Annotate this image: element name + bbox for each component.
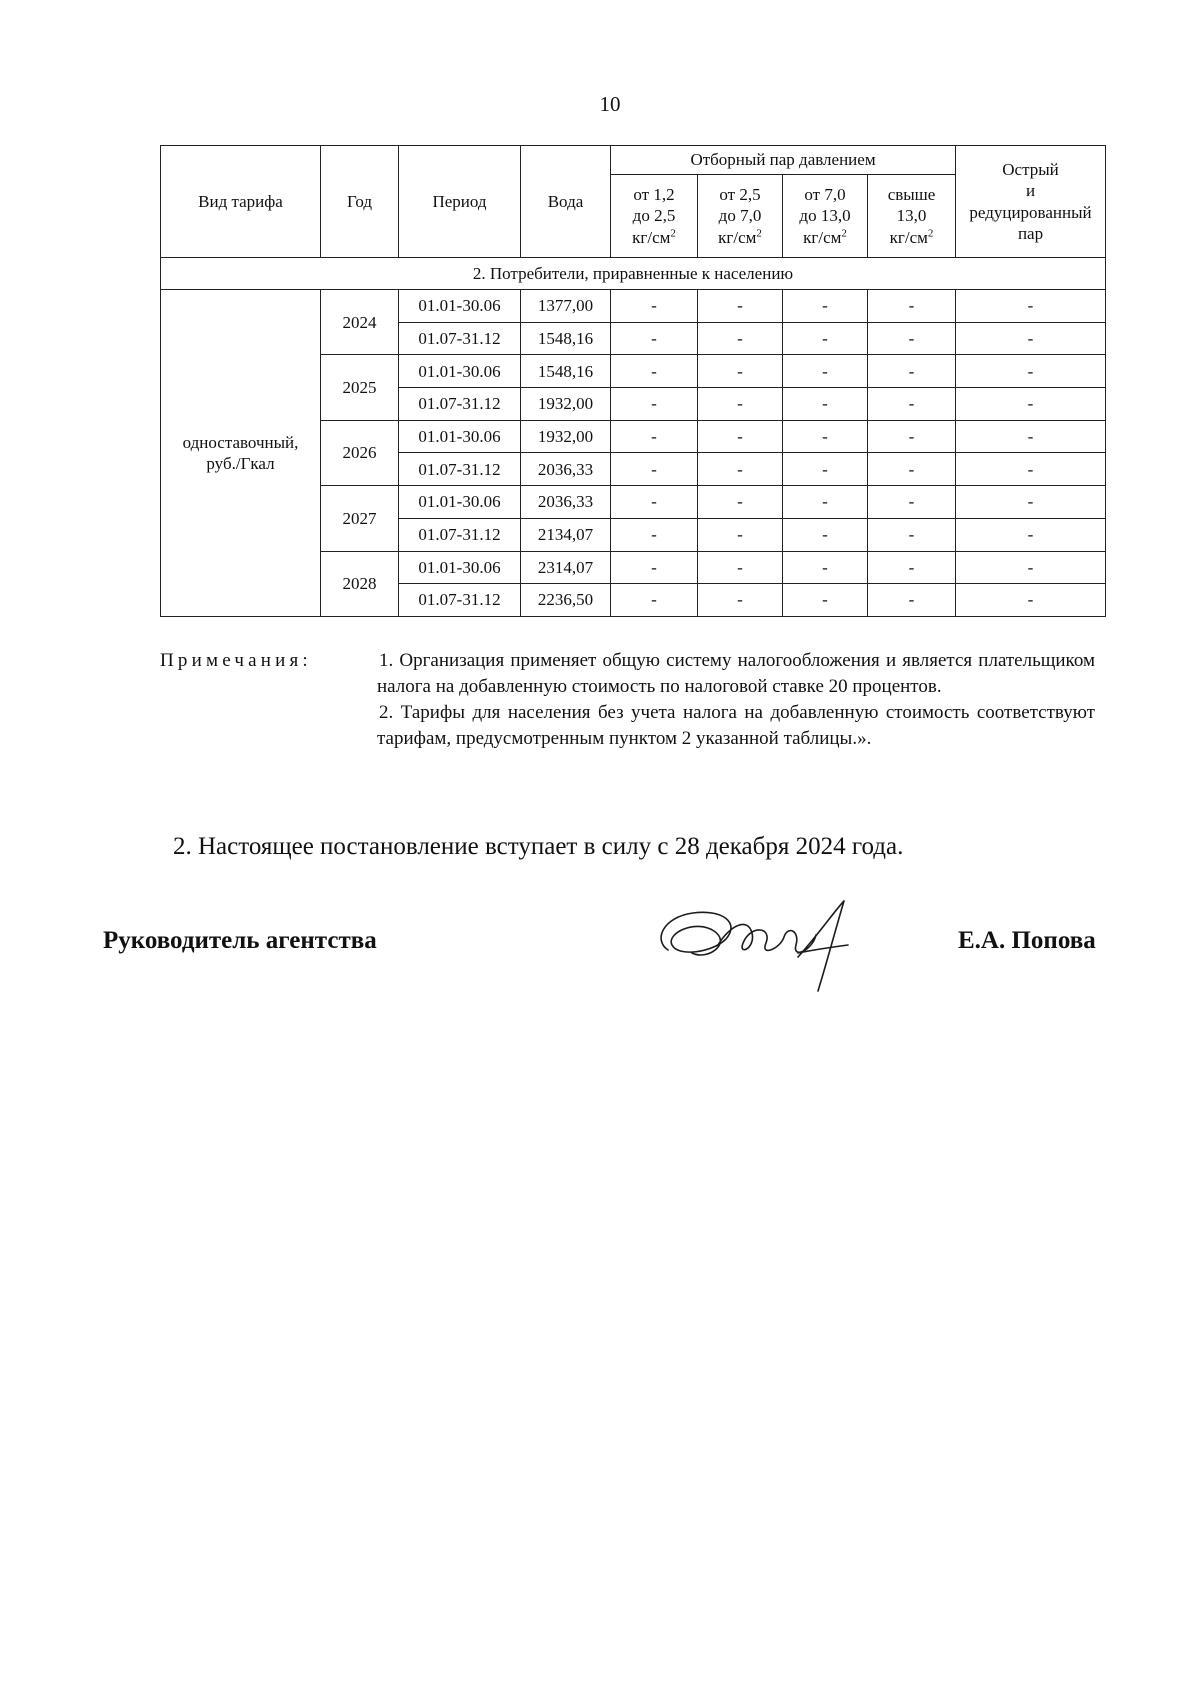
- dash-cell: -: [783, 518, 868, 551]
- period-cell: 01.07-31.12: [399, 518, 521, 551]
- dash-cell: -: [698, 388, 783, 421]
- dash-cell: -: [956, 290, 1106, 323]
- water-cell: 2036,33: [521, 486, 611, 519]
- header-row: [161, 146, 1106, 175]
- dash-cell: -: [868, 486, 956, 519]
- year-cell: 2028: [321, 551, 399, 616]
- dash-cell: -: [956, 518, 1106, 551]
- dash-cell: -: [611, 355, 698, 388]
- dash-cell: -: [783, 290, 868, 323]
- header-steam-3-l3: кг/см: [803, 227, 842, 247]
- dash-cell: -: [956, 355, 1106, 388]
- year-cell: 2026: [321, 420, 399, 485]
- period-cell: 01.01-30.06: [399, 486, 521, 519]
- header-steam-4-sup: 2: [927, 226, 934, 239]
- dash-cell: -: [956, 453, 1106, 486]
- signer-name: Е.А. Попова: [958, 927, 1096, 954]
- dash-cell: -: [783, 551, 868, 584]
- water-cell: 1548,16: [521, 355, 611, 388]
- dash-cell: -: [611, 322, 698, 355]
- dash-cell: -: [868, 584, 956, 617]
- note-item-1: 1. Организация применяет общую систему налогообложения и является плательщиком налога на добавленную стоимость по налоговой ставке 20 процентов.: [377, 650, 1095, 697]
- header-steam-4-l2: 13,0: [896, 206, 927, 226]
- decree-clause: 2. Настоящее постановление вступает в силу с 28 декабря 2024 года.: [173, 833, 904, 860]
- header-water: Вода: [521, 146, 611, 258]
- header-steam-4: [868, 175, 956, 258]
- header-year: Год: [321, 146, 399, 258]
- dash-cell: -: [698, 584, 783, 617]
- dash-cell: -: [868, 420, 956, 453]
- header-steam-1: [611, 175, 698, 258]
- dash-cell: -: [956, 551, 1106, 584]
- dash-cell: -: [783, 453, 868, 486]
- dash-cell: -: [698, 551, 783, 584]
- dash-cell: -: [698, 486, 783, 519]
- year-cell: 2024: [321, 290, 399, 355]
- period-cell: 01.07-31.12: [399, 388, 521, 421]
- notes-body: [377, 648, 1095, 752]
- section-title: 2. Потребители, приравненные к населению: [161, 258, 1106, 290]
- dash-cell: -: [783, 322, 868, 355]
- page-number: 10: [599, 92, 621, 116]
- water-cell: 2036,33: [521, 453, 611, 486]
- dash-cell: -: [868, 453, 956, 486]
- dash-cell: -: [956, 388, 1106, 421]
- section-row: [161, 258, 1106, 290]
- header-sharp-l4: пар: [1017, 223, 1044, 243]
- header-period: Период: [399, 146, 521, 258]
- year-cell: 2025: [321, 355, 399, 420]
- period-cell: 01.07-31.12: [399, 584, 521, 617]
- header-steam-3-l2: до 13,0: [799, 206, 851, 226]
- dash-cell: -: [611, 420, 698, 453]
- tariff-type-line-1: одноставочный,: [182, 432, 299, 452]
- water-cell: 2314,07: [521, 551, 611, 584]
- period-cell: 01.01-30.06: [399, 290, 521, 323]
- header-steam-2-l1: от 2,5: [719, 185, 761, 205]
- header-steam-3-l1: от 7,0: [804, 185, 846, 205]
- water-cell: 1548,16: [521, 322, 611, 355]
- water-cell: 1932,00: [521, 420, 611, 453]
- header-sharp-l1: Острый: [1002, 160, 1059, 179]
- period-cell: 01.07-31.12: [399, 322, 521, 355]
- header-steam-2-l2: до 7,0: [718, 206, 762, 226]
- dash-cell: -: [611, 290, 698, 323]
- dash-cell: -: [783, 355, 868, 388]
- signer-title: Руководитель агентства: [103, 927, 377, 954]
- header-steam-3-sup: 2: [841, 226, 847, 239]
- water-cell: 1377,00: [521, 290, 611, 323]
- header-sharp-l3: редуцированный: [969, 202, 1092, 222]
- dash-cell: -: [956, 584, 1106, 617]
- dash-cell: -: [611, 453, 698, 486]
- water-cell: 2134,07: [521, 518, 611, 551]
- dash-cell: -: [611, 486, 698, 519]
- dash-cell: -: [698, 518, 783, 551]
- dash-cell: -: [783, 388, 868, 421]
- header-steam-4-l3: кг/см: [889, 227, 928, 247]
- handwritten-signature: [648, 895, 868, 995]
- dash-cell: -: [611, 584, 698, 617]
- header-tariff-type: Вид тарифа: [161, 146, 321, 258]
- header-steam-1-l3: кг/см: [632, 227, 671, 247]
- dash-cell: -: [698, 322, 783, 355]
- header-sharp-l2: и: [1025, 181, 1036, 201]
- dash-cell: -: [956, 420, 1106, 453]
- dash-cell: -: [868, 551, 956, 584]
- dash-cell: -: [783, 486, 868, 519]
- table-body: [161, 290, 1106, 617]
- dash-cell: -: [611, 518, 698, 551]
- period-cell: 01.01-30.06: [399, 420, 521, 453]
- header-steam-2-l3: кг/см: [718, 227, 757, 247]
- header-steam-2: [698, 175, 783, 258]
- dash-cell: -: [783, 584, 868, 617]
- dash-cell: -: [698, 290, 783, 323]
- header-steam-2-sup: 2: [756, 226, 762, 239]
- note-item-2: 2. Тарифы для населения без учета налога на добавленную стоимость соответствуют тарифам, предусмотренным пунктом 2 указанной таблицы.».: [377, 702, 1095, 749]
- tariff-table: [160, 145, 1106, 617]
- period-cell: 01.01-30.06: [399, 551, 521, 584]
- header-steam-group: Отборный пар давлением: [611, 146, 956, 175]
- dash-cell: -: [698, 420, 783, 453]
- header-steam-3: [783, 175, 868, 258]
- header-steam-1-sup: 2: [670, 226, 676, 239]
- header-steam-1-l1: от 1,2: [633, 185, 675, 205]
- water-cell: 1932,00: [521, 388, 611, 421]
- header-steam-4-l1: свыше: [887, 185, 936, 205]
- dash-cell: -: [698, 453, 783, 486]
- year-cell: 2027: [321, 486, 399, 551]
- tariff-type-cell: [161, 290, 321, 617]
- dash-cell: -: [783, 420, 868, 453]
- water-cell: 2236,50: [521, 584, 611, 617]
- period-cell: 01.01-30.06: [399, 355, 521, 388]
- dash-cell: -: [611, 388, 698, 421]
- dash-cell: -: [868, 518, 956, 551]
- header-sharp-steam: [956, 146, 1106, 258]
- dash-cell: -: [868, 290, 956, 323]
- dash-cell: -: [956, 322, 1106, 355]
- notes-label: Примечания:: [160, 650, 312, 671]
- dash-cell: -: [868, 322, 956, 355]
- tariff-type-line-2: руб./Гкал: [206, 453, 275, 473]
- dash-cell: -: [868, 388, 956, 421]
- dash-cell: -: [698, 355, 783, 388]
- table-row: [161, 290, 1106, 323]
- dash-cell: -: [868, 355, 956, 388]
- period-cell: 01.07-31.12: [399, 453, 521, 486]
- dash-cell: -: [611, 551, 698, 584]
- header-steam-1-l2: до 2,5: [632, 206, 676, 226]
- dash-cell: -: [956, 486, 1106, 519]
